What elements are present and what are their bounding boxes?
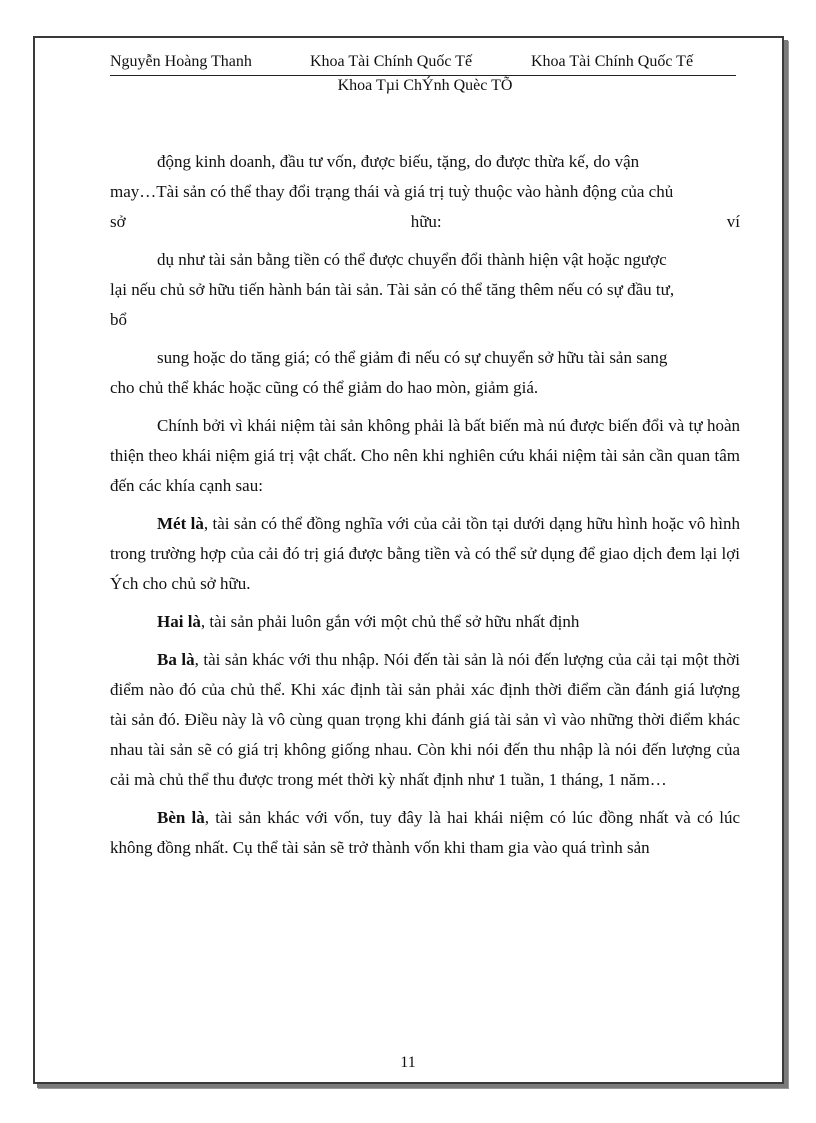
paragraph-4: Chính bởi vì khái niệm tài sản không phải là bất biến mà nú được biến đổi và tự hoàn thiện theo khái niệm giá trị vật chất. Cho nên khi nghiên cứu khái niệm tài sản cần quan tâm đến các khía cạnh sau:: [110, 416, 740, 495]
p1-word-c: ví: [726, 212, 740, 231]
paragraph-6: [110, 607, 740, 637]
p1-line1: động kinh doanh, đầu tư vốn, được biếu, tặng, do được thừa kế, do vận: [157, 152, 640, 171]
header-faculty-1: Khoa Tài Chính Quốc Tế: [310, 53, 473, 70]
p5-text: , tài sản có thể đồng nghĩa với của cải tồn tại dưới dạng hữu hình hoặc vô hình trong trường hợp của cải đó trị giá được bằng tiền và có thể sử dụng để giao dịch đem lại lợi Ých cho chủ sở hữu.: [110, 514, 740, 593]
p2-line1: dụ như tài sản bằng tiền có thể được chuyển đổi thành hiện vật hoặc ngược: [157, 250, 667, 269]
p1-word-b: hữu:: [410, 212, 442, 231]
page-header: [110, 53, 736, 95]
p1-line2: may…Tài sản có thể thay đổi trạng thái và giá trị tuỳ thuộc vào hành động của chủ: [110, 182, 674, 201]
header-faculty-garbled: Khoa Tµi ChÝnh Quèc TÕ: [337, 77, 513, 94]
document-body: [110, 147, 740, 863]
p7-text: , tài sản khác với thu nhập. Nói đến tài sản là nói đến lượng của cải tại một thời điểm nào đó của chủ thể. Khi xác định tài sản phải xác định thời điểm cần đánh giá lượng tài sản đó. Điều này là vô cùng quan trọng khi đánh giá tài sản vì vào những thời điểm khác nhau tài sản sẽ có giá trị không giống nhau. Còn khi nói đến thu nhập là nói đến lượng của cải mà chủ thể thu được trong mét thời kỳ nhất định như 1 tuần, 1 tháng, 1 năm…: [110, 650, 741, 789]
paragraph-7: [110, 645, 740, 795]
page-number: 11: [400, 1054, 416, 1071]
p8-heading: Bèn là: [157, 808, 205, 827]
p6-text: , tài sản phải luôn gắn với một chủ thể sở hữu nhất định: [200, 612, 580, 631]
p8-text: , tài sản khác với vốn, tuy đây là hai khái niệm có lúc đồng nhất và có lúc không đồng nhất. Cụ thể tài sản sẽ trở thành vốn khi tham gia vào quá trình sản: [110, 808, 741, 857]
header-row: [110, 53, 736, 76]
p7-heading: Ba là: [157, 650, 195, 669]
p3-line2: cho chủ thể khác hoặc cũng có thể giảm do hao mòn, giảm giá.: [110, 378, 539, 397]
p2-line3: bổ: [110, 310, 127, 329]
p5-heading: Mét là: [157, 514, 204, 533]
header-faculty-2: Khoa Tài Chính Quốc Tế: [531, 53, 694, 70]
header-author: Nguyễn Hoàng Thanh: [110, 53, 252, 70]
p1-word-a: sở: [110, 212, 126, 231]
paragraph-8: [110, 803, 740, 863]
paragraph-5: [110, 509, 740, 599]
p1-line3: [110, 207, 740, 237]
p2-line2: lại nếu chủ sở hữu tiến hành bán tài sản. Tài sản có thể tăng thêm nếu có sự đầu tư,: [110, 280, 675, 299]
p3-line1: sung hoặc do tăng giá; có thể giảm đi nếu có sự chuyển sở hữu tài sản sang: [157, 348, 668, 367]
p6-heading: Hai là: [157, 612, 201, 631]
